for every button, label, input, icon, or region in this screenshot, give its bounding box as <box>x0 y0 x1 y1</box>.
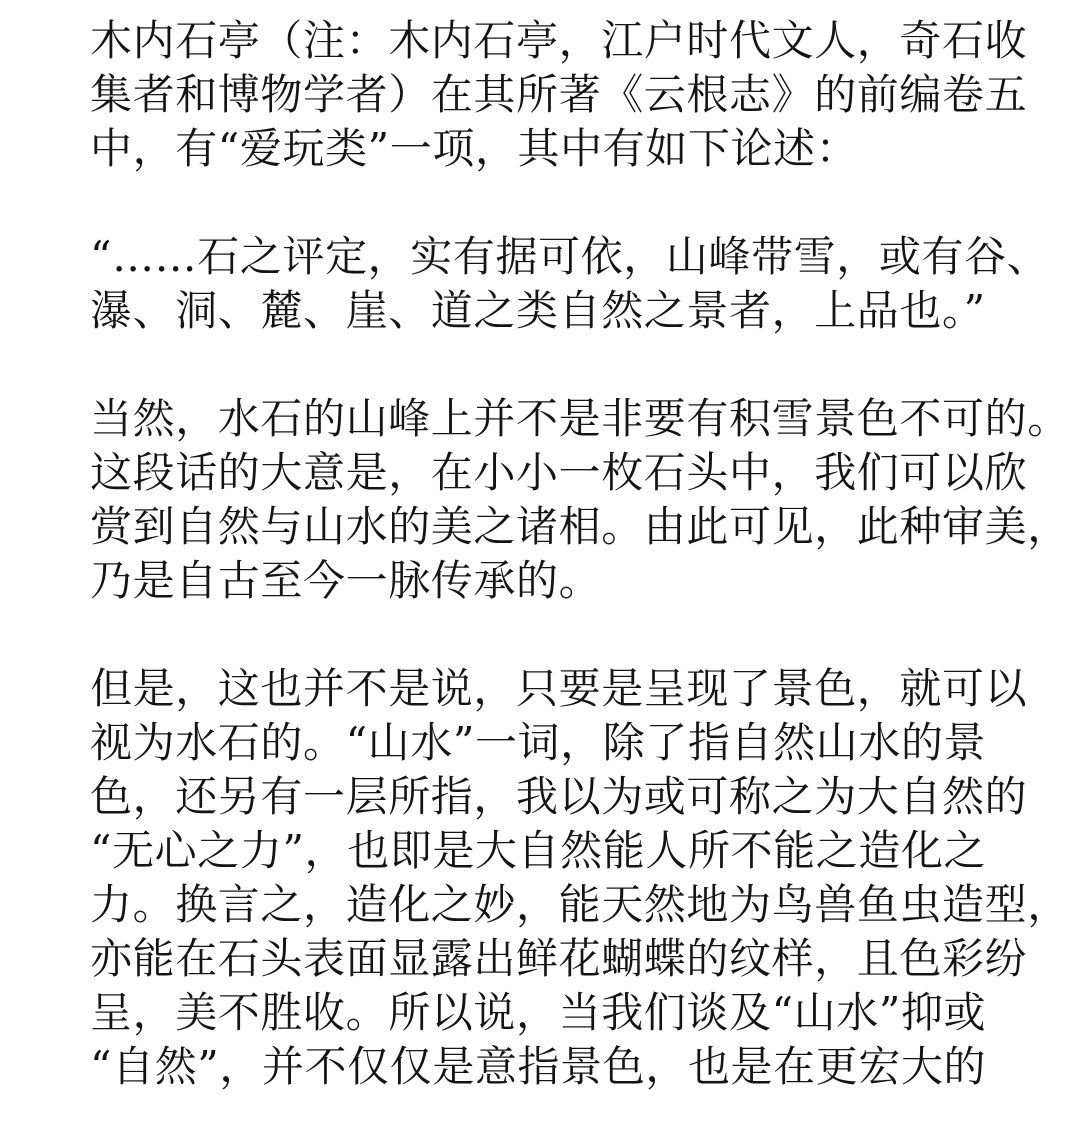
text-line: 亦能在石头表面显露出鲜花蝴蝶的纹样，且色彩纷 <box>90 934 1028 983</box>
paragraph-2-quote <box>90 230 1050 338</box>
text-line: 力。换言之，造化之妙，能天然地为鸟兽鱼虫造型， <box>90 880 1070 929</box>
text-line: 色，还另有一层所指，我以为或可称之为大自然的 <box>90 772 1028 821</box>
paragraph-4 <box>90 662 1070 1094</box>
text-line: 乃是自古至今一脉传承的。 <box>90 556 602 605</box>
text-line: 呈，美不胜收。所以说，当我们谈及“山水”抑或 <box>90 988 987 1037</box>
text-line: 但是，这也并不是说，只要是呈现了景色，就可以 <box>90 664 1028 713</box>
text-line: “自然”，并不仅仅是意指景色，也是在更宏大的 <box>90 1042 987 1091</box>
text-line: 集者和博物学者）在其所著《云根志》的前编卷五 <box>90 70 1028 119</box>
text-line: “……石之评定，实有据可依，山峰带雪，或有谷、 <box>90 232 1050 281</box>
text-line: 瀑、洞、麓、崖、道之类自然之景者，上品也。” <box>90 286 986 335</box>
text-line: 视为水石的。“山水”一词，除了指自然山水的景 <box>90 718 987 767</box>
text-line: 中，有“爱玩类”一项，其中有如下论述： <box>90 124 859 173</box>
text-line: 赏到自然与山水的美之诸相。由此可见，此种审美， <box>90 502 1070 551</box>
text-line: 木内石亭（注：木内石亭，江户时代文人，奇石收 <box>90 16 1028 65</box>
paragraph-3 <box>90 392 1070 608</box>
article-body <box>90 14 1070 1148</box>
paragraph-1 <box>90 14 1028 176</box>
text-line: 这段话的大意是，在小小一枚石头中，我们可以欣 <box>90 448 1028 497</box>
text-line: 当然，水石的山峰上并不是非要有积雪景色不可的。 <box>90 394 1070 443</box>
text-line: “无心之力”，也即是大自然能人所不能之造化之 <box>90 826 987 875</box>
